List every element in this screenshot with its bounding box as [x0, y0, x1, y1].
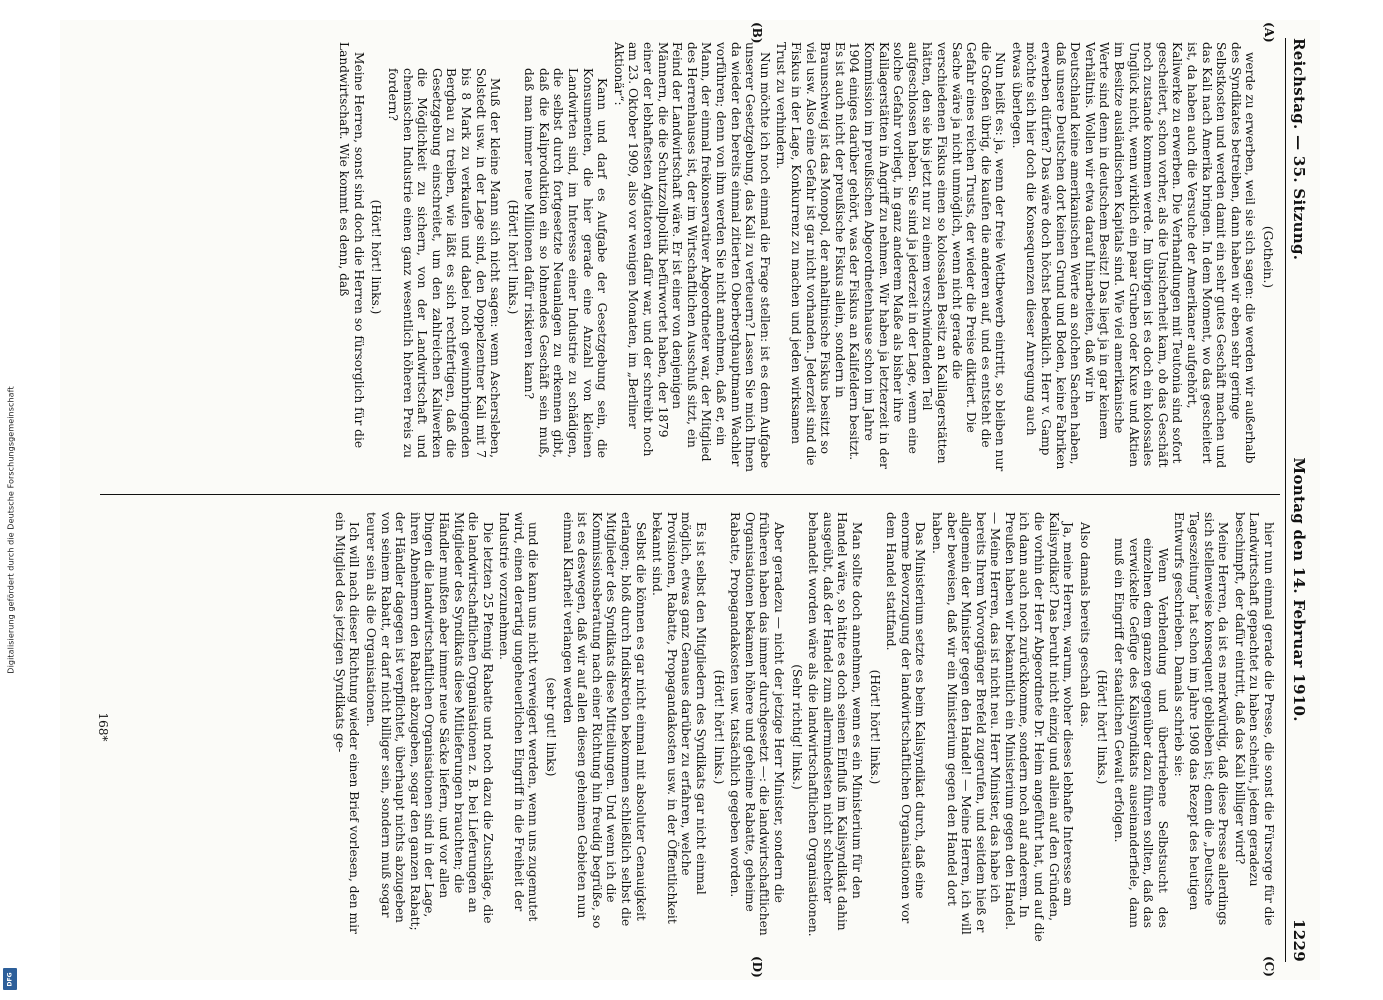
digitization-notice: Digitalisierung gefördert durch die Deutsche Forschungsgemeinschaft: [6, 386, 16, 674]
quoted-passage: Wenn Verblendung und übertriebene Selbstsucht des einzelnen dem ganzen gegenüber dazu führen sollten, daß das verwickelte Gefüge des Kalisyndikats auseinanderfiele, dann muß ein Eingriff der staatlichen Gewalt erfolgen.: [1112, 538, 1170, 928]
running-head-date: Montag den 14. Februar 1910.: [1290, 457, 1308, 722]
paragraph: werde zu erwerben, weil sie sich sagen: die werden wir außerhalb des Syndikates betreiben, dann haben wir eben sehr geringe Selbstkosten und werden damit ein sehr gutes Geschäft machen und das Kali nach Amerika bringen. In dem Moment, wo das gescheitert ist, da haben auch die Versuche der Amerikaner aufgehört, Kaliwerke zu erwerben. Die Verhandlungen mit Teutonia sind sofort gescheitert, schon vorher, als die Unsicherheit kam, ob das Geschäft noch zustande kommen werde. Im übrigen ist es doch ein kolossales Unglück nicht, wenn wirklich ein paar Gruben oder Kuxe und Aktien im Besitze ausländischen Kapitals sind. Wie viel amerikanische Werte sind denn in deutschem Besitz! Das liegt ja in gar keinem Verhältnis. Wollen wir etwa darauf hinarbeiten, daß wir in Deutschland keine amerikanischen Werte an solchen Sachen haben, daß unsere Deutschen dort keinen Grund und Boden, keine Fabriken erwerben dürfen? Das wäre doch höchst bedenklich. Herr v. Gamp möchte sich hier doch die Konsequenzen dieser Anregung auch etwas überlegen.: [1009, 42, 1258, 470]
interjection: (Gothein.): [1261, 225, 1275, 289]
paragraph: Selbst die können es gar nicht einmal mit absoluter Genauigkeit erlangen; bloß durch Indiskretion bekommen schließlich selbst die Mitglieder des Syndikats diese Mitteilungen. Und wenn ich die Kommissionsberatung nach einer Richtung hin freudig begrüße, so ist es deswegen, daß wir auf allen diesen geheimen Gebieten nun einmal Klarheit verlangen werden: [560, 512, 648, 929]
left-column: [335, 42, 1276, 472]
margin-marker-c: (C): [1262, 956, 1276, 977]
dfg-logo: [3, 968, 17, 990]
paragraph: Man sollte doch annehmen, wenn es ein Ministerium für den Handel wäre, so hätte es doch seinen Einfluß im Kalisyndikat dahin ausgeübt, daß der Handel zum allermindesten nicht schlechter behandelt worden wäre als die landwirtschaftlichen Organisationen.: [806, 512, 864, 937]
interjection: (sehr gut! links): [544, 677, 559, 777]
interjection: (Hört! hört! links.): [711, 669, 726, 785]
margin-marker-d: (D): [750, 956, 764, 978]
paragraph: Also damals bereits geschah das.: [1077, 522, 1092, 728]
paragraph: und die kann uns nicht verweigert werden, wenn uns zugemutet wird, einen derartig ungeheuerlichen Eingriff in die Freiheit der Industrie vorzunehmen.: [497, 512, 541, 922]
paragraph: Nun möchte ich noch einmal die Frage stellen: ist es denn Aufgabe unserer Gesetzgebung, das Kali zu verteuern? Lassen Sie mich Ihnen da wieder den bereits einmal zitierten Oberberghauptmann Wachler vorführen; denn von ihm werden Sie nicht annehmen, daß er, ein Mann, der einmal freikonservativer Abgeordneter war, der Mitglied des Herrenhauses ist, der im Wirtschaftlichen Ausschuß sitzt, ein Feind der Landwirtschaft wäre. Er ist einer von denjenigen Männern, die die Schutzzollpolitik befürwortet haben, der 1879 einer der lebhaftesten Agitatoren dafür war, und der schreibt noch am 23. Oktober 1909, also vor wenigen Monaten, im „Berliner Aktionär“:: [611, 42, 772, 472]
margin-strip: [0, 0, 22, 1000]
scanned-page: [60, 20, 1320, 980]
paragraph: Aber geradezu — nicht der jetzige Herr Minister, sondern die früheren haben das immer durchgesetzt —: die landwirtschaftlichen Organisationen bekamen höhere und geheime Rabatte, geheime Rabatte, Propagandakosten usw. tatsächlich gegeben worden.: [728, 512, 786, 936]
interjection: (Hört! hört! links.): [369, 199, 384, 315]
quoted-passage: Muß der kleine Mann sich nicht sagen: wenn Aschersleben, Solstedt usw. in der Lage sind, den Doppelzentner Kali mit 7 bis 8 Mark zu verkaufen und dabei noch gewinnbringenden Bergbau zu treiben, wie läßt es sich rechtfertigen, daß die Gesetzgebung einschreitet, um den zahlreichen Kaliwerken die Möglichkeit zu sichern, von der Landwirtschaft und chemischen Industrie einen ganz wesentlich höheren Preis zu fordern?: [385, 68, 503, 458]
right-column: [330, 512, 1276, 942]
rotated-page-content: [60, 20, 1320, 980]
margin-marker-b: (B): [750, 22, 764, 44]
quoted-passage: Kann und darf es Aufgabe der Gesetzgebung sein, die Konsumenten, die hier gerade eine Anzahl von kleinen Landwirten sind, im Interesse einer Industrie zu schädigen, die selbst durch fortgesetzte Neuanlagen zu erkennen gibt, daß die Kaliproduktion ein so lohnendes Geschäft sein muß, daß man immer neue Millionen dafür riskieren kann?: [522, 68, 610, 458]
interjection: (Hört! hört! links.): [1095, 669, 1110, 785]
paragraph: Ja, meine Herren, warum, woher dieses lebhafte Interesse am Kalisyndikat? Das beruht nicht einzig und allein auf den Gründen, die vorhin der Herr Abgeordnete Dr. Heim angeführt hat, und auf die ich dann auch noch zurückkomme, sondern noch auf anderem. In Preußen haben wir bekanntlich ein Ministerium gegen den Handel. — Meine Herren, das ist nicht neu. Herr Minister, das habe ich bereits Ihrem Vorvorgänger Brefeld zugerufen, und seitdem hieß er allgemein der Minister gegen den Handel! — Meine Herren, ich will aber beweisen, daß wir ein Ministerium gegen den Handel dort haben.: [929, 512, 1076, 942]
interjection: (Hört! hört! links.): [867, 669, 882, 785]
paragraph: Die letzten 25 Pfennig Rabatte und noch dazu die Zuschläge, die die landwirtschaftlichen Organisationen z. B. bei Lieferungen an Mitglieder des Syndikats diese Mitlieferungen brauchten; die Händler mußten aber immer neue Säcke liefern, und vor allen Dingen die landwirtschaftlichen Organisationen sind in der Lage, ihren Abnehmern den Rabatt abzugeben, sogar den ganzen Rabatt; der Händler dagegen ist verpflichtet, überhaupt nichts abzugeben von seinem Rabatt, er darf nicht billiger sein, sondern muß sogar teurer sein als die Organisationen.: [363, 512, 495, 931]
paragraph: Das Ministerium setzte es beim Kalisyndikat durch, daß eine enorme Bevorzugung der landwirtschaftlichen Organisationen vor dem Handel stattfand.: [884, 512, 928, 924]
interjection: (Sehr richtig! links.): [789, 664, 804, 790]
paragraph: Ich will nach dieser Richtung wieder einen Brief vorlesen, den mir ein Mitglied des jetzigen Syndikats ge-: [332, 512, 362, 934]
paragraph: Es ist selbst den Mitgliedern des Syndikats gar nicht einmal möglich, etwas ganz Genaues darüber zu erfahren, welche Provisionen, Rabatte, Propagandakosten usw. in der Öffentlichkeit bekannt sind.: [650, 512, 709, 924]
paragraph: Meine Herren, da ist es merkwürdig, daß diese Presse allerdings sich stellenweise konsequent geblieben ist; denn die „Deutsche Tageszeitung“ hat schon im Jahre 1908 das Rezept des heutigen Entwurfs geschrieben. Damals schrieb sie:: [1172, 512, 1231, 926]
page-number: 1229: [1290, 919, 1308, 962]
header-rule: [1285, 38, 1286, 962]
margin-marker-a: (A): [1262, 22, 1276, 43]
interjection: (Hört! hört! links.): [505, 199, 520, 315]
running-head: [1288, 38, 1310, 962]
signature-mark: 168*: [96, 712, 110, 742]
paragraph: Nun heißt es: ja, wenn der freie Wettbewerb eintritt, so bleiben nur die Großen übrig, die kaufen die anderen auf, und es entsteht die Gefahr eines reichen Trusts, der wieder die Preise diktiert. Die Sache wäre ja nicht unmöglich, wenn nicht gerade die verschiedenen Fiskus einen so kolossalen Besitz an Kalilagerstätten hätten, den sie bis jetzt nur zu einem verschwindenden Teil aufgeschlossen haben. Sie sind ja jederzeit in der Lage, wenn eine solche Gefahr vorliegt, in ganz anderem Maße als bisher ihre Kalilagerstätten in Angriff zu nehmen. Wir haben ja letzterzeit in der Kommission im preußischen Abgeordnetenhause schon im Jahre 1904 einiges darüber gehört, was der Fiskus an Kalifeldern besitzt. Es ist auch nicht der preußische Fiskus allein, sondern in Braunschweig ist das Monopol, der anhaltinische Fiskus besitzt so viel usw. Also eine Gefahr ist gar nicht vorhanden. Jederzeit sind die Fiskus in der Lage, Konkurrenz zu machen und jeden wirksamen Trust zu verhindern.: [774, 42, 1008, 472]
paragraph: hier nun einmal gerade die Presse, die sonst die Fürsorge für die Landwirtschaft gepachtet zu haben scheint, jedem geradezu beschimpft, der dafür eintritt, daß das Kali billiger wird?: [1232, 512, 1276, 926]
column-divider: [100, 494, 1280, 495]
paragraph: Meine Herren, sonst sind doch die Herren so fürsorglich für die Landwirtschaft. Wie kommt es denn, daß: [337, 42, 366, 449]
dfg-logo-text: DFG: [6, 971, 14, 987]
running-head-left: Reichstag. — 35. Sitzung.: [1290, 38, 1308, 261]
